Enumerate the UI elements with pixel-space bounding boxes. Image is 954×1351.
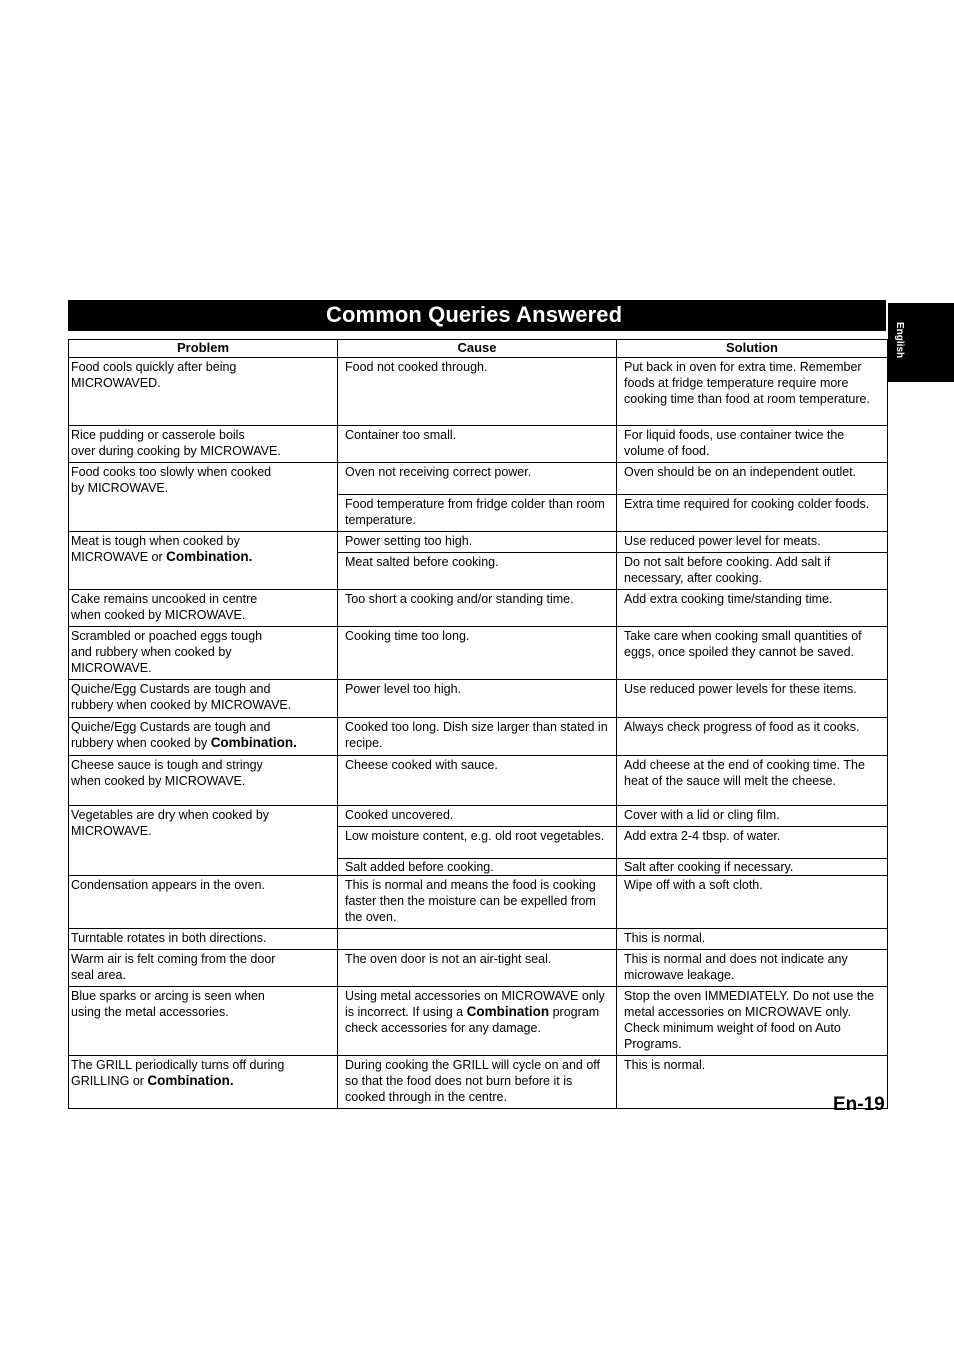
- solution-cell: Use reduced power level for meats.: [617, 532, 888, 553]
- table-row: [69, 463, 888, 495]
- combination-label: Combination.: [210, 735, 297, 750]
- problem-cell: Vegetables are dry when cooked by MICROWAVE.: [69, 806, 338, 876]
- table-row: [69, 590, 888, 627]
- cause-cell: Using metal accessories on MICROWAVE only is incorrect. If using a Combination program check accessories for any damage.: [338, 987, 617, 1056]
- combination-label: Combination.: [166, 549, 253, 564]
- cause-cell: Too short a cooking and/or standing time.: [338, 590, 617, 627]
- solution-cell: Add extra cooking time/standing time.: [617, 590, 888, 627]
- problem-cell: Food cools quickly after being MICROWAVED.: [69, 358, 338, 426]
- table-row: [69, 756, 888, 806]
- problem-cell: Quiche/Egg Custards are tough and rubbery when cooked by MICROWAVE.: [69, 680, 338, 718]
- problem-cell: The GRILL periodically turns off during GRILLING or Combination.: [69, 1056, 338, 1109]
- cause-cell: Oven not receiving correct power.: [338, 463, 617, 495]
- cause-cell: Low moisture content, e.g. old root vegetables.: [338, 827, 617, 859]
- solution-cell: Cover with a lid or cling film.: [617, 806, 888, 827]
- header-problem: Problem: [69, 340, 338, 358]
- solution-cell: Stop the oven IMMEDIATELY. Do not use the metal accessories on MICROWAVE only. Check minimum weight of food on Auto Programs.: [617, 987, 888, 1056]
- solution-cell: For liquid foods, use container twice the volume of food.: [617, 426, 888, 463]
- problem-cell: Blue sparks or arcing is seen when using the metal accessories.: [69, 987, 338, 1056]
- table-row: [69, 1056, 888, 1109]
- header-cause: Cause: [338, 340, 617, 358]
- solution-cell: Oven should be on an independent outlet.: [617, 463, 888, 495]
- combination-label: Combination.: [147, 1073, 234, 1088]
- combination-label: Combination: [466, 1004, 550, 1019]
- table-row: [69, 950, 888, 987]
- solution-cell: Extra time required for cooking colder foods.: [617, 495, 888, 532]
- queries-table: [68, 339, 888, 1109]
- cause-cell: The oven door is not an air-tight seal.: [338, 950, 617, 987]
- cause-cell: Container too small.: [338, 426, 617, 463]
- table-header-row: [69, 340, 888, 358]
- cause-cell: Power setting too high.: [338, 532, 617, 553]
- cause-cell: Cooking time too long.: [338, 627, 617, 680]
- solution-cell: Take care when cooking small quantities of eggs, once spoiled they cannot be saved.: [617, 627, 888, 680]
- solution-cell: Always check progress of food as it cooks.: [617, 718, 888, 756]
- page-number: En-19: [833, 1094, 885, 1115]
- page-title: Common Queries Answered: [326, 302, 623, 327]
- problem-cell: Scrambled or poached eggs tough and rubbery when cooked by MICROWAVE.: [69, 627, 338, 680]
- cause-cell: Food not cooked through.: [338, 358, 617, 426]
- solution-cell: Add extra 2-4 tbsp. of water.: [617, 827, 888, 859]
- problem-cell: Cake remains uncooked in centre when cooked by MICROWAVE.: [69, 590, 338, 627]
- table-row: [69, 876, 888, 929]
- table-row: [69, 627, 888, 680]
- language-tab-label: English: [894, 322, 905, 359]
- table-row: [69, 987, 888, 1056]
- cause-cell: This is normal and means the food is cooking faster then the moisture can be expelled from the oven.: [338, 876, 617, 929]
- problem-cell: Condensation appears in the oven.: [69, 876, 338, 929]
- solution-cell: Salt after cooking if necessary.: [617, 859, 888, 876]
- table-row: [69, 358, 888, 426]
- solution-cell: Add cheese at the end of cooking time. The heat of the sauce will melt the cheese.: [617, 756, 888, 806]
- cause-cell: Cooked uncovered.: [338, 806, 617, 827]
- title-bar: [68, 300, 886, 331]
- problem-cell: Meat is tough when cooked by MICROWAVE or Combination.: [69, 532, 338, 590]
- header-solution: Solution: [617, 340, 888, 358]
- problem-cell: Food cooks too slowly when cooked by MICROWAVE.: [69, 463, 338, 532]
- table-row: [69, 718, 888, 756]
- language-tab: [888, 303, 954, 382]
- cause-cell: Power level too high.: [338, 680, 617, 718]
- solution-cell: This is normal and does not indicate any microwave leakage.: [617, 950, 888, 987]
- problem-cell: Turntable rotates in both directions.: [69, 929, 338, 950]
- table-row: [69, 532, 888, 553]
- problem-cell: Rice pudding or casserole boils over during cooking by MICROWAVE.: [69, 426, 338, 463]
- table-row: [69, 680, 888, 718]
- problem-cell: Warm air is felt coming from the door seal area.: [69, 950, 338, 987]
- solution-cell: Wipe off with a soft cloth.: [617, 876, 888, 929]
- problem-cell: Quiche/Egg Custards are tough and rubbery when cooked by Combination.: [69, 718, 338, 756]
- problem-cell: Cheese sauce is tough and stringy when cooked by MICROWAVE.: [69, 756, 338, 806]
- solution-cell: Do not salt before cooking. Add salt if necessary, after cooking.: [617, 553, 888, 590]
- solution-cell: This is normal.: [617, 1056, 888, 1109]
- solution-cell: Put back in oven for extra time. Remember foods at fridge temperature require more cooking time than food at room temperature.: [617, 358, 888, 426]
- table-row: [69, 929, 888, 950]
- cause-cell: [338, 929, 617, 950]
- cause-cell: Cheese cooked with sauce.: [338, 756, 617, 806]
- table-row: [69, 426, 888, 463]
- cause-cell: Meat salted before cooking.: [338, 553, 617, 590]
- cause-cell: During cooking the GRILL will cycle on and off so that the food does not burn before it is cooked through in the centre.: [338, 1056, 617, 1109]
- table-row: [69, 806, 888, 827]
- cause-cell: Cooked too long. Dish size larger than stated in recipe.: [338, 718, 617, 756]
- solution-cell: Use reduced power levels for these items.: [617, 680, 888, 718]
- cause-cell: Food temperature from fridge colder than room temperature.: [338, 495, 617, 532]
- solution-cell: This is normal.: [617, 929, 888, 950]
- cause-cell: Salt added before cooking.: [338, 859, 617, 876]
